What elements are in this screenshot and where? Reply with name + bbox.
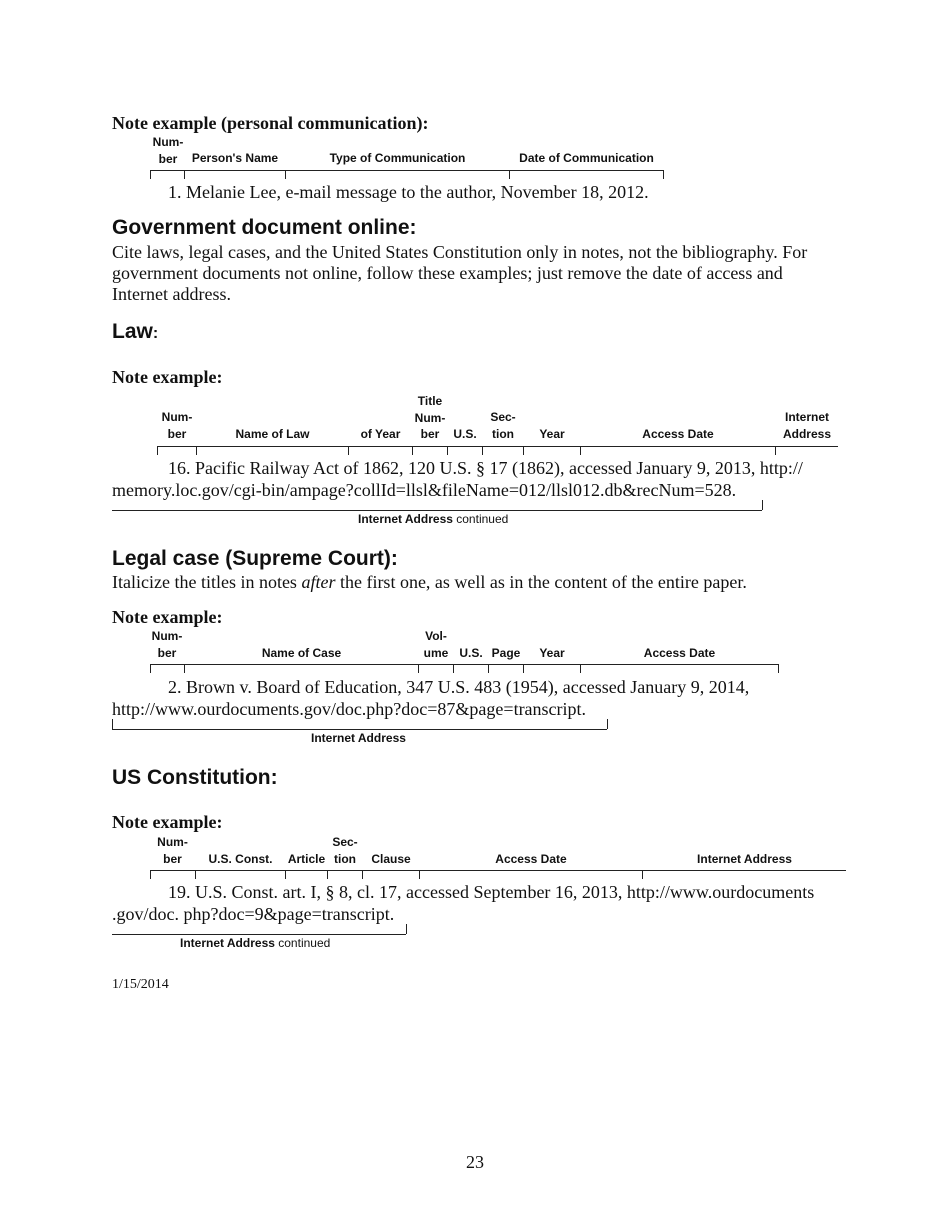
bracket-line bbox=[112, 729, 607, 730]
bracket-tick bbox=[419, 870, 420, 879]
bracket-line bbox=[150, 664, 778, 665]
bracket-tick bbox=[775, 446, 776, 455]
constitution-citation-line2: .gov/doc. php?doc=9&page=transcript. bbox=[112, 904, 395, 924]
constitution-note-heading: Note example: bbox=[112, 812, 223, 832]
bracket-tick bbox=[580, 664, 581, 673]
case-citation-line2: http://www.ourdocuments.gov/doc.php?doc=87&page=transcript. bbox=[112, 699, 587, 719]
case-citation-line1: 2. Brown v. Board of Education, 347 U.S. 483 (1954), accessed January 9, 2014, bbox=[168, 677, 750, 697]
bracket-tick bbox=[523, 446, 524, 455]
bracket-tick bbox=[348, 446, 349, 455]
personal-note-heading: Note example (personal communication): bbox=[112, 113, 429, 133]
label-us-const: U.S. Const. bbox=[208, 852, 273, 866]
label-number: Num- ber bbox=[152, 135, 184, 166]
label-volume: Vol- ume bbox=[423, 629, 449, 660]
law-citation-line2: memory.loc.gov/cgi-bin/ampage?collId=llsl&fileName=012/llsl012.db&recNum=528. bbox=[112, 480, 737, 500]
bracket-tick bbox=[196, 446, 197, 455]
bracket-tick bbox=[184, 664, 185, 673]
label-name-of-law: Name of Law bbox=[235, 427, 310, 441]
bracket-tick bbox=[412, 446, 413, 455]
label-section: Sec- tion bbox=[490, 410, 516, 441]
case-note-heading: Note example: bbox=[112, 607, 223, 627]
label-year: Year bbox=[539, 646, 565, 660]
bracket-tick bbox=[150, 870, 151, 879]
bracket-tick bbox=[157, 446, 158, 455]
law-note-heading: Note example: bbox=[112, 367, 223, 387]
bracket-tick bbox=[418, 664, 419, 673]
bracket-tick bbox=[642, 870, 643, 879]
case-internet-address-label: Internet Address bbox=[311, 731, 406, 745]
bracket-line bbox=[150, 170, 664, 171]
label-section: Sec- tion bbox=[332, 835, 358, 866]
bracket-tick bbox=[778, 664, 779, 673]
bracket-tick bbox=[362, 870, 363, 879]
label-page: Page bbox=[491, 646, 521, 660]
label-number: Num- ber bbox=[161, 410, 193, 441]
label-date-of-communication: Date of Communication bbox=[519, 151, 654, 165]
bracket-tick bbox=[523, 664, 524, 673]
bracket-tick bbox=[607, 719, 608, 729]
label-number: Num- ber bbox=[157, 835, 188, 866]
label-clause: Clause bbox=[371, 852, 411, 866]
bracket-tick bbox=[150, 170, 151, 179]
label-internet-address: Internet Address bbox=[697, 852, 792, 866]
label-us: U.S. bbox=[459, 646, 483, 660]
bracket-tick bbox=[509, 170, 510, 179]
constitution-citation-line1: 19. U.S. Const. art. I, § 8, cl. 17, accessed September 16, 2013, http://www.ourdocuments bbox=[168, 882, 815, 902]
bracket-tick bbox=[453, 664, 454, 673]
bracket-line bbox=[112, 510, 762, 511]
bracket-tick bbox=[488, 664, 489, 673]
bracket-tick bbox=[195, 870, 196, 879]
label-access-date: Access Date bbox=[495, 852, 567, 866]
label-type-of-communication: Type of Communication bbox=[329, 151, 466, 165]
bracket-tick bbox=[762, 500, 763, 510]
label-internet-address: Internet Address bbox=[782, 410, 832, 441]
constitution-heading: US Constitution: bbox=[112, 766, 278, 789]
bracket-line bbox=[150, 870, 846, 871]
bracket-tick bbox=[285, 870, 286, 879]
gov-paragraph: Cite laws, legal cases, and the United States Constitution only in notes, not the bibliography. For government documents not online, follow these examples; just remove the date of access and Internet address. bbox=[112, 242, 808, 304]
bracket-tick bbox=[184, 170, 185, 179]
label-article: Article bbox=[287, 852, 326, 866]
law-heading: Law: bbox=[112, 320, 159, 343]
label-access-date: Access Date bbox=[642, 427, 714, 441]
bracket-tick bbox=[112, 719, 113, 729]
bracket-tick bbox=[447, 446, 448, 455]
label-persons-name: Person's Name bbox=[191, 151, 279, 165]
gov-heading: Government document online: bbox=[112, 216, 417, 239]
law-internet-address-continued: Internet Address continued bbox=[358, 512, 509, 526]
case-heading: Legal case (Supreme Court): bbox=[112, 547, 398, 570]
label-name-of-case: Name of Case bbox=[261, 646, 342, 660]
label-year: Year bbox=[539, 427, 565, 441]
label-title-number: Title Num- ber bbox=[414, 394, 446, 441]
bracket-line bbox=[157, 446, 838, 447]
bracket-tick bbox=[285, 170, 286, 179]
bracket-line bbox=[112, 934, 406, 935]
label-number: Num- ber bbox=[151, 629, 183, 660]
personal-citation: 1. Melanie Lee, e-mail message to the author, November 18, 2012. bbox=[168, 182, 649, 202]
constitution-internet-address-continued: Internet Address continued bbox=[180, 936, 331, 950]
bracket-tick bbox=[406, 924, 407, 934]
bracket-tick bbox=[580, 446, 581, 455]
law-citation-line1: 16. Pacific Railway Act of 1862, 120 U.S. § 17 (1862), accessed January 9, 2013, http:// bbox=[168, 458, 803, 478]
page-number: 23 bbox=[466, 1152, 484, 1172]
bracket-tick bbox=[150, 664, 151, 673]
footer-date: 1/15/2014 bbox=[112, 977, 169, 992]
bracket-tick bbox=[327, 870, 328, 879]
bracket-tick bbox=[482, 446, 483, 455]
label-access-date: Access Date bbox=[643, 646, 716, 660]
label-us: U.S. bbox=[453, 427, 477, 441]
label-of-year: of Year bbox=[360, 427, 401, 441]
bracket-tick bbox=[663, 170, 664, 179]
case-paragraph: Italicize the titles in notes after the first one, as well as in the content of the entire paper. bbox=[112, 572, 747, 592]
